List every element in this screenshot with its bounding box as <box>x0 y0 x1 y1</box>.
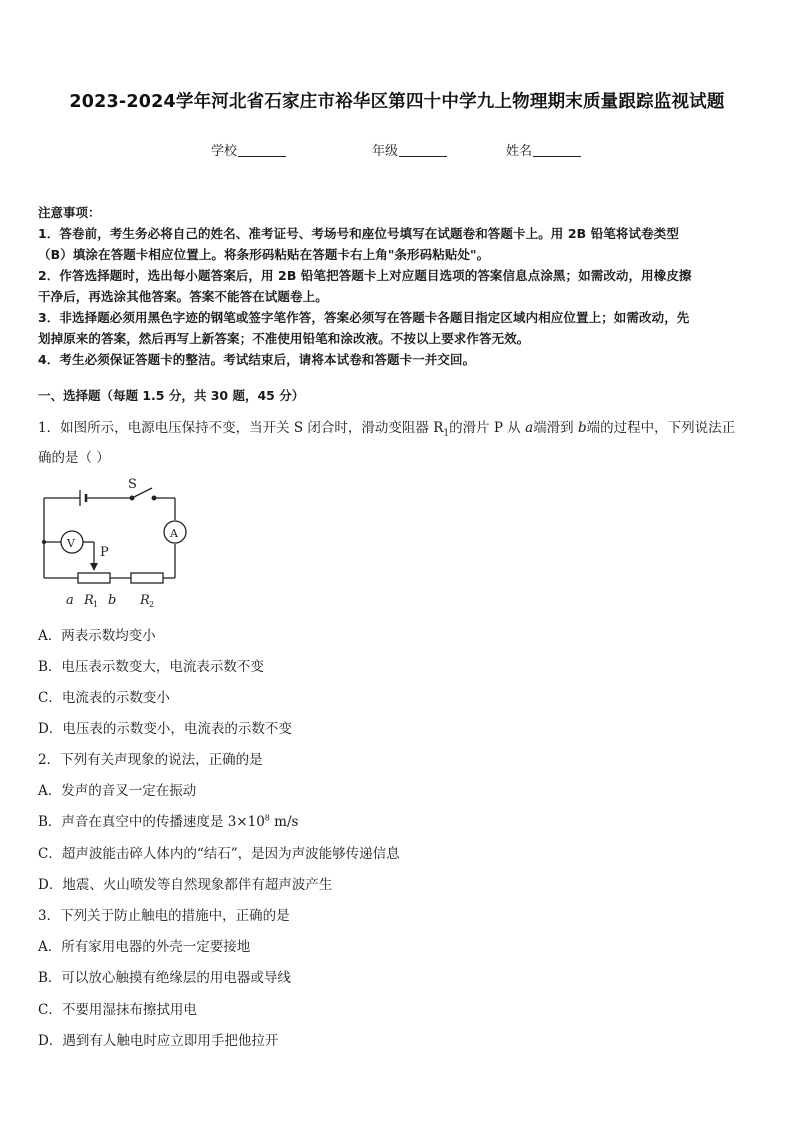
r1-label: R <box>84 593 94 608</box>
q1-option-a[interactable]: A．两表示数均变小 <box>38 628 156 644</box>
q2-option-b-prefix: B．声音在真空中的传播速度是 3×10 <box>38 814 265 830</box>
q3-option-a[interactable]: A．所有家用电器的外壳一定要接地 <box>38 939 251 955</box>
r2-label: R <box>140 593 150 608</box>
q2-option-a[interactable]: A．发声的音叉一定在振动 <box>38 783 197 799</box>
question-2-stem: 2．下列有关声现象的说法，正确的是 <box>38 752 263 768</box>
notice-line: 干净后，再选涂其他答案。答案不能答在试题卷上。 <box>38 289 328 304</box>
q1-stem-part2: 的滑片 P 从 <box>449 420 526 436</box>
notice-line: 3．非选择题必须用黑色字迹的钢笔或签字笔作答，答案必须写在答题卡各题目指定区域内相应位置上；如需改动，先 <box>38 310 690 325</box>
q2-option-d[interactable]: D．地震、火山喷发等自然现象都伴有超声波产生 <box>38 877 333 893</box>
circuit-diagram <box>30 472 200 612</box>
notice-heading: 注意事项： <box>38 205 101 220</box>
q1-stem-a: a <box>525 420 534 436</box>
q1-stem-part1: 1．如图所示，电源电压保持不变，当开关 S 闭合时，滑动变阻器 R <box>38 420 444 436</box>
r2-subscript: 2 <box>149 600 155 609</box>
q1-stem-b: b <box>577 420 587 436</box>
notice-line: （B）填涂在答题卡相应位置上。将条形码粘贴在答题卡右上角"条形码粘贴处"。 <box>38 247 490 262</box>
exam-title: 2023-2024学年河北省石家庄市裕华区第四十中学九上物理期末质量跟踪监视试题 <box>69 92 725 112</box>
junction-dot <box>42 540 46 544</box>
q3-option-b[interactable]: B．可以放心触摸有绝缘层的用电器或导线 <box>38 970 291 986</box>
school-label: 学校 <box>211 144 238 159</box>
q1-option-c[interactable]: C．电流表的示数变小 <box>38 690 170 706</box>
end-b-label: b <box>108 593 117 608</box>
notice-line: 4．考生必须保证答题卡的整洁。考试结束后，请将本试卷和答题卡一并交回。 <box>38 352 476 367</box>
section-heading: 一、选择题（每题 1.5 分，共 30 题，45 分） <box>38 388 305 403</box>
name-label: 姓名 <box>506 144 533 159</box>
q1-stem-part4: 端的过程中，下列说法正 <box>586 420 736 436</box>
rheostat-r1 <box>78 573 110 583</box>
grade-label: 年级 <box>372 144 399 159</box>
q2-option-c[interactable]: C．超声波能击碎人体内的“结石”，是因为声波能够传递信息 <box>38 846 400 862</box>
q2-option-b-exponent: 8 <box>264 813 270 823</box>
q3-option-d[interactable]: D．遇到有人触电时应立即用手把他拉开 <box>38 1033 279 1049</box>
notice-line: 2．作答选择题时，选出每小题答案后，用 2B 铅笔把答题卡上对应题目选项的答案信息点涂黑；如需改动，用橡皮擦 <box>38 268 692 283</box>
grade-blank[interactable] <box>399 144 447 157</box>
switch-label: S <box>128 477 137 492</box>
r1-subscript: 1 <box>93 600 99 609</box>
question-1-stem-line2: 确的是（ ） <box>38 450 110 466</box>
q1-option-d[interactable]: D．电压表的示数变小，电流表的示数不变 <box>38 721 292 737</box>
notice-line: 1．答卷前，考生务必将自己的姓名、准考证号、考场号和座位号填写在试题卷和答题卡上。用 2B 铅笔将试卷类型 <box>38 226 679 241</box>
q1-option-b[interactable]: B．电压表示数变大，电流表示数不变 <box>38 659 264 675</box>
q1-stem-part3: 端滑到 <box>533 420 578 436</box>
end-a-label: a <box>66 593 74 608</box>
name-blank[interactable] <box>533 144 581 157</box>
resistor-r2 <box>131 573 163 583</box>
question-1-stem <box>38 416 735 439</box>
voltmeter-label: V <box>67 537 75 550</box>
ammeter-label: A <box>170 527 178 540</box>
q1-stem-sub: 1 <box>443 428 450 439</box>
slider-label: P <box>100 545 109 560</box>
name-field <box>506 140 581 159</box>
slider-arrow <box>90 563 98 571</box>
school-blank[interactable] <box>238 144 286 157</box>
q2-option-b[interactable] <box>38 810 298 830</box>
school-field <box>211 140 286 159</box>
q2-option-b-suffix: m/s <box>269 814 299 830</box>
q3-option-c[interactable]: C．不要用湿抹布擦拭用电 <box>38 1002 197 1018</box>
question-3-stem: 3．下列关于防止触电的措施中，正确的是 <box>38 908 290 924</box>
notice-line: 划掉原来的答案，然后再写上新答案；不准使用铅笔和涂改液。不按以上要求作答无效。 <box>38 331 530 346</box>
grade-field <box>372 140 447 159</box>
